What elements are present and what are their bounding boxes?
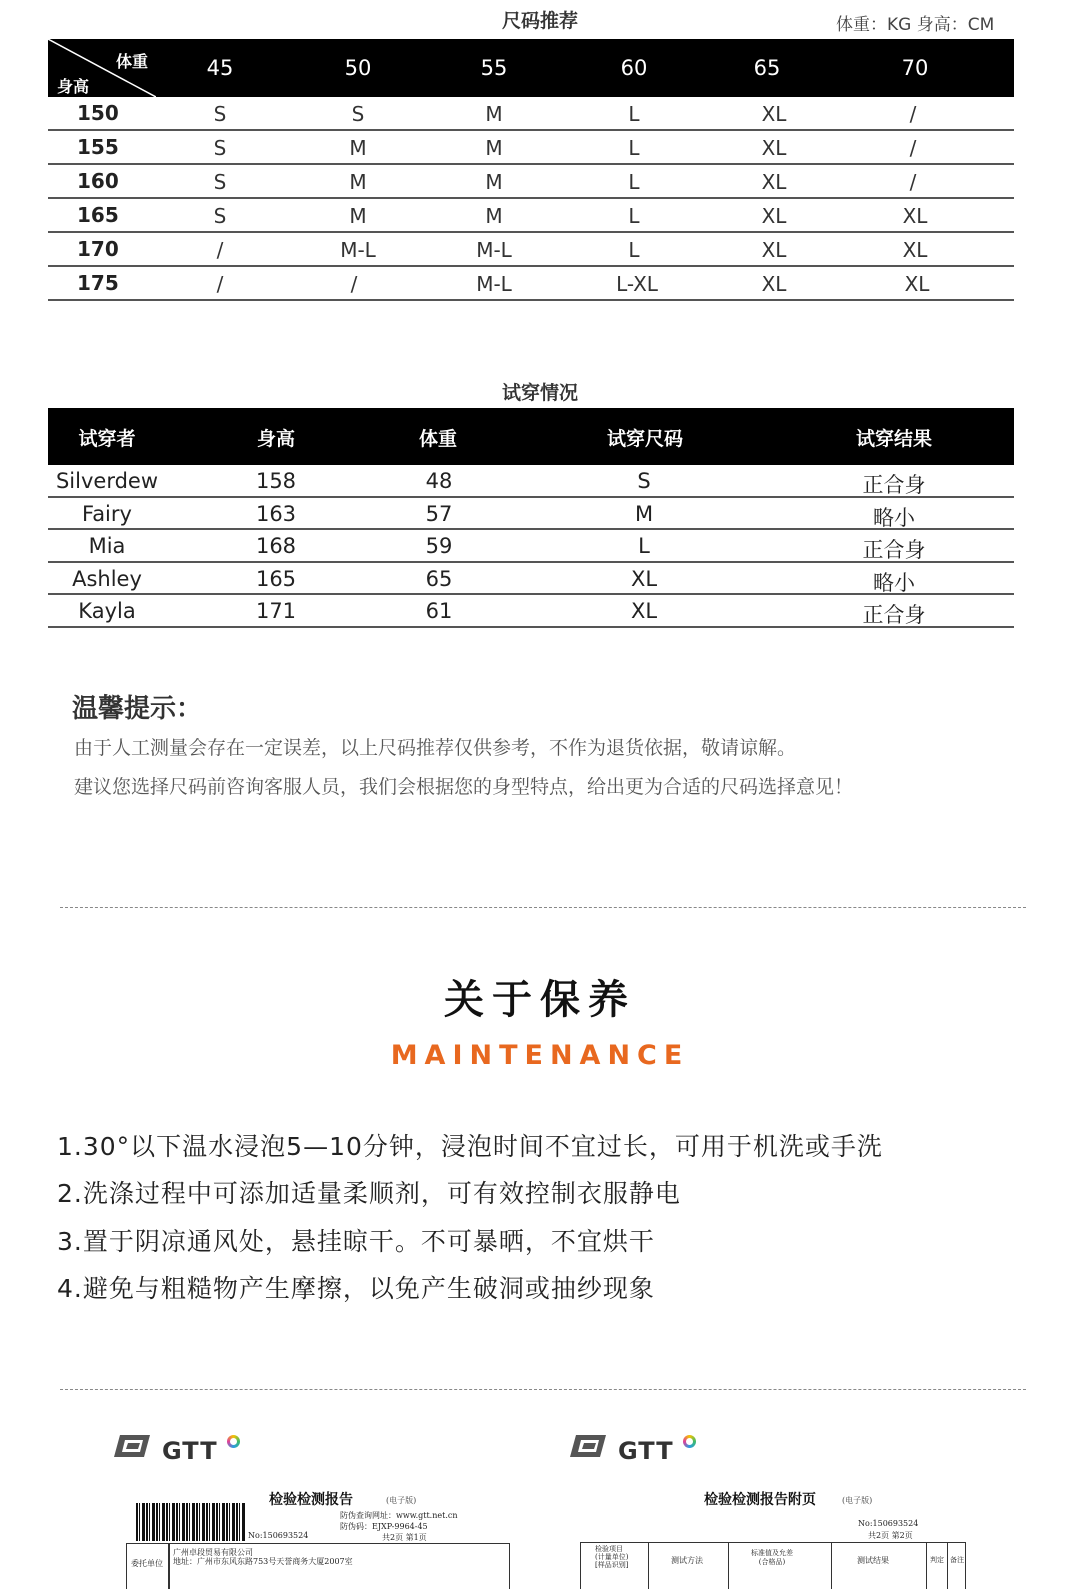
test-report-page-1 (112, 1425, 532, 1589)
size-cell: M (485, 170, 503, 194)
table-header: 备注 (950, 1556, 964, 1564)
tips-line: 建议您选择尺码前咨询客服人员，我们会根据您的身型特点，给出更为合适的尺码选择意见！ (74, 776, 854, 798)
try-on-title: 试穿情况 (501, 382, 578, 404)
size-cell: M-L (476, 272, 512, 296)
size-cell: XL (761, 238, 787, 262)
weight-header: 65 (753, 56, 781, 80)
weight-value: 61 (425, 599, 453, 623)
size-cell: M-L (340, 238, 376, 262)
size-row (48, 165, 1014, 199)
column-header: 体重 (418, 428, 458, 450)
height-cell: 155 (77, 135, 119, 159)
size-cell: XL (761, 102, 787, 126)
size-value: L (638, 534, 650, 558)
client-address: 地址：广州市东风东路753号天誉商务大厦2007室 (173, 1557, 353, 1566)
table-row (48, 465, 1014, 498)
table-header: 判定 (930, 1556, 944, 1564)
size-row (48, 131, 1014, 165)
report-pages: 共2页 第2页 (868, 1531, 913, 1540)
size-cell: M-L (476, 238, 512, 262)
height-value: 171 (255, 599, 297, 623)
tester-name: Ashley (72, 566, 142, 591)
size-cell: S (213, 204, 227, 228)
height-value: 168 (255, 534, 297, 558)
size-cell: XL (761, 170, 787, 194)
column-header: 试穿者 (78, 428, 136, 450)
size-cell: XL (761, 204, 787, 228)
gtt-logo (112, 1429, 252, 1463)
size-cell: M (485, 204, 503, 228)
height-value: 163 (255, 501, 297, 526)
try-on-header (48, 408, 1014, 465)
maintenance-item: 1.30°以下温水浸泡5—10分钟，浸泡时间不宜过长，可用于机洗或手洗 (57, 1132, 883, 1161)
table-row (48, 498, 1014, 531)
tester-name: Silverdew (55, 469, 159, 493)
fit-result: 略小 (873, 505, 915, 530)
size-cell: / (909, 170, 917, 194)
size-value: M (634, 501, 654, 526)
fit-result: 正合身 (862, 538, 926, 562)
height-cell: 150 (77, 101, 119, 125)
weight-header: 55 (480, 56, 508, 80)
gtt-emblem-icon (112, 1433, 152, 1459)
table-header: 检验项目 (计量单位) [样品识别] (595, 1545, 629, 1569)
size-cell: XL (902, 238, 928, 262)
size-cell: L (628, 170, 640, 194)
size-cell: M (349, 204, 367, 228)
anti-fake-site: 防伪查询网址：www.gtt.net.cn (340, 1511, 458, 1520)
size-cell: L (628, 204, 640, 228)
client-info-table (126, 1543, 510, 1589)
column-header: 试穿尺码 (606, 428, 684, 450)
size-cell: M (485, 102, 503, 126)
gtt-emblem-icon (568, 1433, 608, 1459)
corner-height-label: 身高 (57, 77, 90, 96)
gtt-logo (568, 1429, 708, 1463)
size-value: S (637, 469, 651, 493)
fit-result: 正合身 (862, 603, 926, 627)
table-header: 测试方法 (671, 1556, 703, 1565)
fit-result: 正合身 (862, 473, 926, 497)
section-divider (60, 907, 1026, 908)
weight-header: 60 (620, 56, 648, 80)
weight-header: 70 (901, 56, 929, 80)
maintenance-title: 关于保养 (444, 977, 636, 1023)
report-title: 检验检测报告附页 (704, 1492, 816, 1508)
size-cell: L (628, 238, 640, 262)
weight-value: 59 (425, 534, 453, 558)
size-cell: M (349, 170, 367, 194)
maintenance-item: 2.洗涤过程中可添加适量柔顺剂，可有效控制衣服静电 (57, 1179, 681, 1208)
report-pages: 共2页 第1页 (382, 1533, 427, 1542)
size-cell: / (216, 238, 224, 262)
test-items-table (580, 1542, 966, 1589)
corner-weight-label: 体重 (116, 52, 149, 71)
maintenance-item: 3.置于阴凉通风处，悬挂晾干。不可暴晒，不宜烘干 (57, 1227, 655, 1256)
size-cell: / (909, 102, 917, 126)
size-row (48, 267, 1014, 301)
weight-value: 48 (425, 469, 453, 493)
tips-line: 由于人工测量会存在一定误差，以上尺码推荐仅供参考，不作为退货依据，敬请谅解。 (74, 737, 797, 759)
table-row (48, 595, 1014, 628)
gtt-logo-text: GTT (618, 1437, 674, 1465)
maintenance-item: 4.避免与粗糙物产生摩擦，以免产生破洞或抽纱现象 (57, 1274, 655, 1303)
size-chart-table (48, 39, 1014, 301)
size-cell: L-XL (616, 272, 658, 296)
size-row (48, 233, 1014, 267)
height-value: 158 (255, 469, 297, 493)
size-row (48, 97, 1014, 131)
client-name: 广州卓段贸易有限公司 (173, 1548, 253, 1557)
column-header: 试穿结果 (855, 428, 933, 450)
height-cell: 160 (77, 169, 119, 193)
height-cell: 175 (77, 271, 119, 295)
tester-name: Mia (88, 534, 126, 558)
size-cell: XL (761, 136, 787, 160)
client-label: 委托单位 (131, 1559, 163, 1568)
size-cell: XL (761, 272, 787, 296)
gtt-color-ring-icon (227, 1435, 240, 1448)
anti-fake-code: 防伪码：EJXP-9964-45 (340, 1522, 428, 1531)
table-row (48, 530, 1014, 563)
size-cell: M (485, 136, 503, 160)
barcode-icon (136, 1503, 246, 1541)
size-cell: / (909, 136, 917, 160)
size-cell: S (351, 102, 365, 126)
tips-title: 温馨提示： (72, 694, 203, 724)
gtt-logo-text: GTT (162, 1437, 218, 1465)
height-cell: 165 (77, 203, 119, 227)
size-cell: / (350, 272, 358, 296)
size-value: XL (630, 566, 658, 591)
size-cell: S (213, 170, 227, 194)
weight-value: 65 (425, 566, 453, 591)
height-cell: 170 (77, 237, 119, 261)
size-cell: S (213, 136, 227, 160)
report-number: No:150693524 (248, 1531, 309, 1540)
size-cell: XL (904, 272, 930, 296)
tester-name: Kayla (78, 599, 136, 623)
size-chart-title: 尺码推荐 (501, 10, 578, 32)
report-edition: (电子版) (386, 1496, 417, 1505)
weight-value: 57 (425, 501, 453, 526)
try-on-table (48, 408, 1014, 628)
table-row (48, 563, 1014, 596)
size-chart-header (48, 39, 1014, 97)
table-header: 标准值及允差 (合格品) (751, 1549, 793, 1566)
column-header: 身高 (256, 428, 296, 450)
report-edition: (电子版) (842, 1496, 873, 1505)
size-cell: XL (902, 204, 928, 228)
size-cell: M (349, 136, 367, 160)
size-row (48, 199, 1014, 233)
section-divider (60, 1389, 1026, 1390)
tester-name: Fairy (82, 501, 132, 526)
report-title: 检验检测报告 (269, 1492, 353, 1508)
size-cell: S (213, 102, 227, 126)
weight-header: 50 (344, 56, 372, 80)
size-cell: L (628, 102, 640, 126)
size-cell: L (628, 136, 640, 160)
weight-header: 45 (206, 56, 234, 80)
size-cell: / (216, 272, 224, 296)
gtt-color-ring-icon (683, 1435, 696, 1448)
corner-header-cell (48, 39, 156, 97)
fit-result: 略小 (873, 570, 915, 595)
report-number: No:150693524 (858, 1519, 919, 1528)
maintenance-subtitle: MAINTENANCE (390, 1040, 690, 1071)
unit-note: 体重：KG 身高：CM (836, 15, 995, 35)
size-value: XL (630, 599, 658, 623)
height-value: 165 (255, 566, 297, 591)
table-header: 测试结果 (857, 1556, 889, 1565)
test-report-page-2 (568, 1425, 988, 1589)
